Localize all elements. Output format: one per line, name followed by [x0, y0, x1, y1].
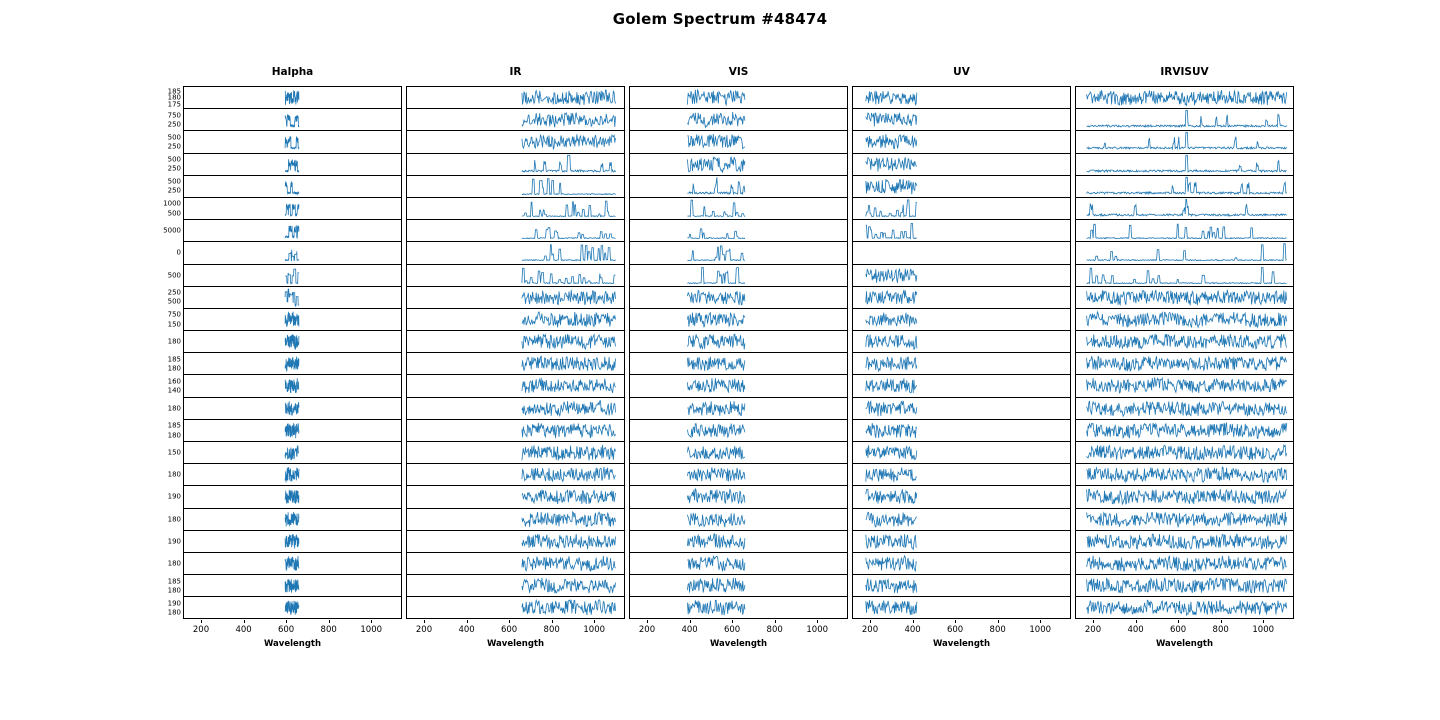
spectrum-panel[interactable] [1075, 175, 1294, 197]
spectrum-panel[interactable] [852, 463, 1071, 485]
column-title-halpha: Halpha [271, 66, 314, 78]
y-tick-label: 0 [176, 248, 181, 257]
y-tick-label: 500 [167, 297, 181, 306]
x-tick-label: 600 [723, 624, 741, 635]
x-tick-label: 400 [904, 624, 921, 635]
y-tick-label: 750 [167, 310, 181, 319]
spectrum-panel[interactable] [406, 508, 625, 530]
spectrum-panel[interactable] [629, 264, 848, 286]
x-tick-mark [244, 620, 245, 623]
y-tick-label: 150 [167, 448, 181, 457]
spectrum-panel[interactable] [406, 219, 625, 241]
x-tick-mark [690, 620, 691, 623]
x-tick-mark [1178, 620, 1179, 623]
x-tick-mark [286, 620, 287, 623]
x-tick-label: 1000 [360, 624, 383, 635]
spectrum-panel[interactable] [629, 463, 848, 485]
spectrum-panel[interactable] [406, 175, 625, 197]
spectrum-panel[interactable] [167, 308, 402, 330]
spectrum-panel[interactable] [406, 352, 625, 374]
spectrum-panel[interactable] [852, 153, 1071, 175]
spectrum-panel[interactable] [629, 596, 848, 618]
spectrum-panel[interactable] [629, 241, 848, 263]
spectrum-panel[interactable] [629, 130, 848, 152]
spectrum-panel[interactable] [167, 153, 402, 175]
spectrum-panel[interactable] [1075, 485, 1294, 507]
x-tick-mark [1136, 620, 1137, 623]
y-tick-label: 160 [167, 377, 181, 386]
spectrum-panel[interactable] [1075, 530, 1294, 552]
y-tick-label: 150 [167, 320, 181, 329]
y-tick-label: 500 [167, 155, 181, 164]
spectrum-panel[interactable] [852, 130, 1071, 152]
x-axis-label-vis: Wavelength [709, 638, 768, 649]
y-tick-label: 500 [167, 177, 181, 186]
spectrum-panel[interactable] [167, 175, 402, 197]
x-tick-mark [870, 620, 871, 623]
spectrum-panel[interactable] [1075, 397, 1294, 419]
spectrum-panel[interactable] [629, 197, 848, 219]
y-tick-label: 250 [167, 120, 181, 129]
y-tick-label: 185 [167, 87, 181, 96]
spectrum-panel[interactable] [629, 374, 848, 396]
y-tick-label: 190 [167, 537, 181, 546]
y-tick-label: 180 [167, 431, 181, 439]
y-tick-label: 180 [167, 586, 181, 595]
column-title-irvisuv: IRVISUV [1160, 66, 1209, 78]
spectrum-panel[interactable] [167, 86, 402, 109]
spectrum-panel[interactable] [852, 264, 1071, 286]
spectrum-panel[interactable] [1075, 463, 1294, 485]
spectrum-panel[interactable] [167, 374, 402, 396]
x-tick-label: 1000 [1029, 624, 1052, 635]
panel-stack-vis [629, 86, 848, 619]
spectrum-panel[interactable] [1075, 374, 1294, 396]
spectrum-panel[interactable] [1075, 264, 1294, 286]
spectrum-panel[interactable] [1075, 219, 1294, 241]
x-tick-label: 600 [500, 624, 518, 635]
panel-stack-halpha [163, 86, 402, 619]
spectrum-panel[interactable] [406, 485, 625, 507]
spectrum-panel[interactable] [406, 308, 625, 330]
x-axis-label-ir: Wavelength [486, 638, 545, 649]
y-tick-label: 185 [167, 577, 181, 586]
y-tick-label: 140 [167, 386, 181, 395]
spectrum-panel[interactable] [852, 596, 1071, 618]
x-tick-label: 1000 [806, 624, 829, 635]
column-title-ir: IR [509, 66, 522, 78]
x-axis-label-irvisuv: Wavelength [1155, 638, 1214, 649]
spectrum-panel[interactable] [167, 397, 402, 419]
x-tick-label: 200 [861, 624, 879, 635]
x-tick-label: 400 [681, 624, 698, 635]
x-axis-uv [852, 620, 1071, 654]
x-tick-label: 400 [235, 624, 252, 635]
spectrum-panel[interactable] [852, 374, 1071, 396]
spectrum-panel[interactable] [629, 352, 848, 374]
spectrum-panel[interactable] [852, 397, 1071, 419]
spectrum-panel[interactable] [852, 530, 1071, 552]
x-tick-mark [817, 620, 818, 623]
spectrum-panel[interactable] [406, 264, 625, 286]
x-tick-mark [594, 620, 595, 623]
x-tick-mark [329, 620, 330, 623]
x-tick-mark [509, 620, 510, 623]
spectrum-panel[interactable] [167, 286, 402, 308]
spectrum-panel[interactable] [1075, 574, 1294, 596]
spectrum-panel[interactable] [852, 330, 1071, 352]
x-tick-mark [913, 620, 914, 623]
x-axis-label-uv: Wavelength [932, 638, 991, 649]
x-tick-label: 800 [766, 624, 783, 635]
spectrum-panel[interactable] [1075, 241, 1294, 263]
spectrum-panel[interactable] [167, 264, 402, 286]
spectrum-panel[interactable] [167, 530, 402, 552]
panel-stack-ir [406, 86, 625, 619]
spectrum-panel[interactable] [852, 419, 1071, 441]
y-tick-label: 190 [167, 492, 181, 501]
y-tick-label: 180 [167, 404, 181, 413]
spectrum-panel[interactable] [406, 419, 625, 441]
y-tick-label: 175 [167, 100, 181, 109]
x-tick-label: 800 [989, 624, 1006, 635]
spectrum-panel[interactable] [167, 574, 402, 596]
y-tick-label: 180 [167, 364, 181, 373]
x-axis-halpha [183, 620, 402, 654]
x-tick-label: 600 [1169, 624, 1187, 635]
spectrum-panel[interactable] [629, 108, 848, 130]
y-tick-label: 185 [167, 421, 181, 430]
x-tick-mark [732, 620, 733, 623]
x-tick-mark [998, 620, 999, 623]
x-tick-label: 1000 [583, 624, 606, 635]
spectrum-panel[interactable] [852, 352, 1071, 374]
y-tick-label: 180 [167, 470, 181, 479]
spectrum-panel[interactable] [852, 552, 1071, 574]
spectrum-panel[interactable] [1075, 308, 1294, 330]
spectrum-panel[interactable] [167, 441, 402, 463]
spectrum-panel[interactable] [629, 552, 848, 574]
spectrum-panel[interactable] [629, 441, 848, 463]
spectrum-panel[interactable] [406, 108, 625, 130]
y-tick-label: 250 [167, 186, 181, 195]
spectrum-panel[interactable] [629, 153, 848, 175]
spectrum-panel[interactable] [1075, 596, 1294, 618]
x-tick-mark [371, 620, 372, 623]
spectrum-panel[interactable] [167, 330, 402, 352]
x-tick-label: 400 [1127, 624, 1144, 635]
spectrum-panel[interactable] [629, 175, 848, 197]
spectrum-panel[interactable] [1075, 153, 1294, 175]
x-tick-mark [1263, 620, 1264, 623]
spectrum-panel[interactable] [1075, 108, 1294, 130]
spectrum-panel[interactable] [167, 419, 402, 441]
y-tick-label: 1000 [163, 199, 181, 208]
spectrum-panel[interactable] [406, 241, 625, 263]
spectrum-panel[interactable] [167, 352, 402, 374]
column-title-uv: UV [953, 66, 970, 78]
spectrum-panel[interactable] [406, 530, 625, 552]
spectrum-panel[interactable] [406, 596, 625, 618]
spectrum-panel[interactable] [163, 197, 402, 219]
spectrum-panel[interactable] [629, 397, 848, 419]
spectrum-panel[interactable] [406, 130, 625, 152]
y-tick-label: 190 [167, 599, 181, 608]
spectrum-panel[interactable] [406, 330, 625, 352]
spectrum-panel[interactable] [852, 441, 1071, 463]
spectrum-panel[interactable] [629, 330, 848, 352]
spectrum-panel[interactable] [629, 86, 848, 108]
x-tick-mark [955, 620, 956, 623]
panel-stack-uv [852, 86, 1071, 619]
y-tick-label: 250 [167, 164, 181, 173]
x-axis-ir [406, 620, 625, 654]
spectrum-panel[interactable] [629, 286, 848, 308]
figure-title: Golem Spectrum #48474 [612, 10, 828, 28]
spectrum-panel[interactable] [1075, 330, 1294, 352]
spectrum-panel[interactable] [176, 241, 402, 263]
spectrum-panel[interactable] [406, 153, 625, 175]
spectrum-panel[interactable] [1075, 130, 1294, 152]
spectrum-panel[interactable] [852, 241, 1071, 263]
x-tick-mark [201, 620, 202, 623]
spectrum-panel[interactable] [406, 463, 625, 485]
spectrum-panel[interactable] [1075, 441, 1294, 463]
x-tick-label: 200 [638, 624, 656, 635]
spectrum-panel[interactable] [406, 374, 625, 396]
x-tick-label: 400 [458, 624, 475, 635]
spectrum-panel[interactable] [1075, 86, 1294, 108]
x-tick-mark [424, 620, 425, 623]
spectrum-panel[interactable] [629, 574, 848, 596]
x-tick-label: 800 [320, 624, 337, 635]
x-axis-irvisuv [1075, 620, 1294, 654]
panel-stack-irvisuv [1075, 86, 1294, 619]
y-tick-label: 500 [167, 133, 181, 142]
spectrum-panel[interactable] [167, 485, 402, 507]
x-tick-label: 200 [192, 624, 210, 635]
y-tick-label: 750 [167, 111, 181, 120]
spectrum-panel[interactable] [629, 530, 848, 552]
column-title-vis: VIS [728, 66, 749, 78]
spectrum-panel[interactable] [852, 219, 1071, 241]
spectrum-panel[interactable] [629, 308, 848, 330]
spectrum-panel[interactable] [629, 219, 848, 241]
spectrum-panel[interactable] [406, 286, 625, 308]
spectrum-panel[interactable] [406, 574, 625, 596]
spectrum-panel[interactable] [406, 197, 625, 219]
spectrum-panel[interactable] [167, 552, 402, 574]
spectrum-panel[interactable] [852, 574, 1071, 596]
x-tick-label: 600 [946, 624, 964, 635]
spectrum-panel[interactable] [406, 86, 625, 108]
x-tick-mark [1221, 620, 1222, 623]
y-tick-label: 500 [167, 271, 181, 280]
x-tick-label: 200 [1084, 624, 1102, 635]
y-tick-label: 250 [167, 288, 181, 297]
spectrum-panel[interactable] [1075, 552, 1294, 574]
y-tick-label: 5000 [163, 226, 181, 235]
y-tick-label: 500 [167, 209, 181, 218]
x-axis-vis [629, 620, 848, 654]
spectrum-panel[interactable] [167, 463, 402, 485]
spectrum-panel[interactable] [406, 397, 625, 419]
spectrum-panel[interactable] [163, 219, 402, 241]
y-tick-label: 180 [167, 559, 181, 568]
y-tick-label: 185 [167, 355, 181, 364]
spectrum-panel[interactable] [406, 441, 625, 463]
x-tick-label: 200 [415, 624, 433, 635]
x-tick-mark [552, 620, 553, 623]
spectrum-panel[interactable] [629, 485, 848, 507]
spectrum-panel[interactable] [852, 508, 1071, 530]
x-tick-label: 800 [1212, 624, 1229, 635]
x-tick-label: 1000 [1252, 624, 1275, 635]
x-tick-label: 600 [277, 624, 295, 635]
spectrum-panel[interactable] [852, 108, 1071, 130]
spectrum-panel[interactable] [1075, 419, 1294, 441]
spectrum-panel[interactable] [167, 130, 402, 152]
spectrum-panel[interactable] [167, 596, 402, 618]
spectrum-panel[interactable] [629, 508, 848, 530]
spectrum-panel[interactable] [852, 86, 1071, 108]
spectrum-panel[interactable] [406, 552, 625, 574]
x-tick-mark [467, 620, 468, 623]
spectrum-panel[interactable] [852, 286, 1071, 308]
spectrum-panel[interactable] [1075, 286, 1294, 308]
y-tick-label: 180 [167, 337, 181, 346]
y-tick-label: 180 [167, 608, 181, 617]
y-tick-label: 180 [167, 93, 181, 102]
spectrum-panel[interactable] [629, 419, 848, 441]
spectrum-panel[interactable] [852, 308, 1071, 330]
spectrum-panel[interactable] [852, 485, 1071, 507]
x-tick-mark [647, 620, 648, 623]
y-tick-label: 250 [167, 142, 181, 151]
spectrum-panel[interactable] [1075, 508, 1294, 530]
x-axis-label-halpha: Wavelength [263, 638, 322, 649]
x-tick-mark [1040, 620, 1041, 623]
x-tick-mark [1093, 620, 1094, 623]
x-tick-label: 800 [543, 624, 560, 635]
x-tick-mark [775, 620, 776, 623]
spectrum-panel[interactable] [1075, 352, 1294, 374]
y-tick-label: 180 [167, 515, 181, 524]
spectrum-panel[interactable] [167, 108, 402, 130]
spectrum-panel[interactable] [167, 508, 402, 530]
spectrum-panel[interactable] [1075, 197, 1294, 219]
spectrum-panel[interactable] [852, 175, 1071, 197]
spectrum-panel[interactable] [852, 197, 1071, 219]
